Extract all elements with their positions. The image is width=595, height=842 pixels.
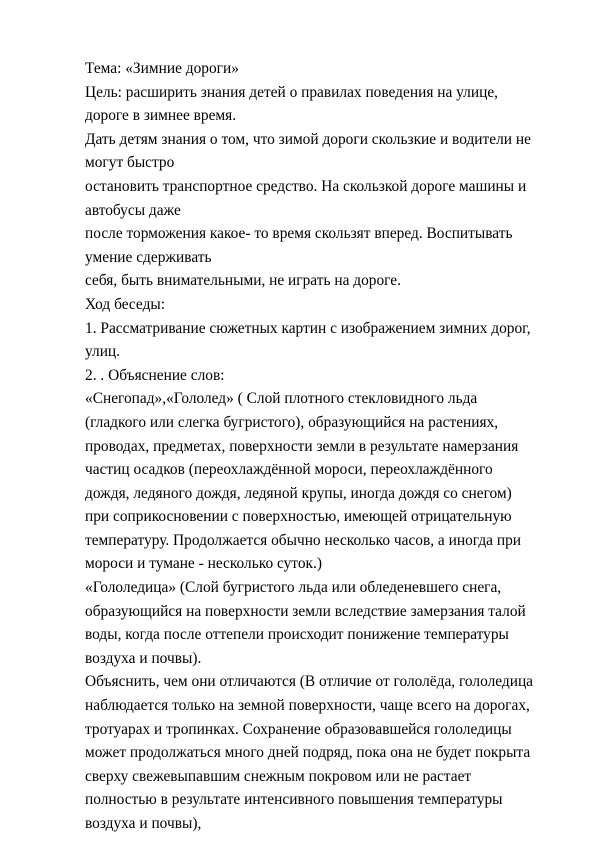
goal-line: Цель: расширить знания детей о правилах поведения на улице, [85,83,499,101]
text-line: тротуарах и тропинках. Сохранение образовавшейся гололедицы [85,720,512,738]
text-line: после торможения какое- то время скользят вперед. Воспитывать [85,225,513,243]
definition-line: «Гололедица» (Слой бугристого льда или обледеневшего снега, [85,579,502,597]
text-line: наблюдается только на земной поверхности, чаще всего на дорогах, [85,697,530,715]
text-line: (гладкого или слегка бугристого), образующийся на растениях, [85,413,499,431]
text-line: умение сдерживать [85,248,212,266]
text-line: температуру. Продолжается обычно несколько часов, а иногда при [85,531,522,549]
list-item: 1. Рассматривание сюжетных картин с изображением зимних дорог, [85,319,531,337]
text-line: себя, быть внимательными, не играть на дороге. [85,272,401,290]
document-body [85,57,565,836]
text-line: частиц осадков (переохлаждённой мороси, переохлаждённого [85,461,493,479]
text-line: Дать детям знания о том, что зимой дороги скользкие и водители не [85,130,531,148]
text-line: автобусы даже [85,201,181,219]
text-line: воздуха и почвы), [85,815,202,832]
definition-line: «Снегопад»,«Гололед» ( Слой плотного стекловидного льда [85,390,478,408]
text-line: при соприкосновении с поверхностью, имеющей отрицательную [85,508,512,526]
text-line: воздуха и почвы). [85,649,202,667]
list-item: 2. . Объяснение слов: [85,366,225,384]
text-line: улиц. [85,343,121,361]
text-line: могут быстро [85,154,175,172]
text-line: сверху свежевыпавшим снежным покровом или не растает [85,767,472,785]
topic-line: Тема: «Зимние дороги» [85,60,239,77]
text-line: воды, когда после оттепели происходит понижение температуры [85,626,509,644]
text-line: полностью в результате интенсивного повышения температуры [85,791,503,809]
text-line: мороси и тумане - несколько суток.) [85,555,322,573]
section-heading: Ход беседы: [85,295,166,313]
text-line: образующийся на поверхности земли вследствие замерзания талой [85,602,526,620]
text-line: остановить транспортное средство. На скользкой дороге машины и [85,177,527,195]
text-line: дороге в зимнее время. [85,107,237,125]
text-line: дождя, ледяного дождя, ледяной крупы, иногда дождя со снегом) [85,484,512,502]
text-line: проводах, предметах, поверхности земли в результате намерзания [85,437,519,455]
text-line: Объяснить, чем они отличаются (В отличие от гололёда, гололедица [85,673,534,691]
text-line: может продолжаться много дней подряд, пока она не будет покрыта [85,744,531,762]
